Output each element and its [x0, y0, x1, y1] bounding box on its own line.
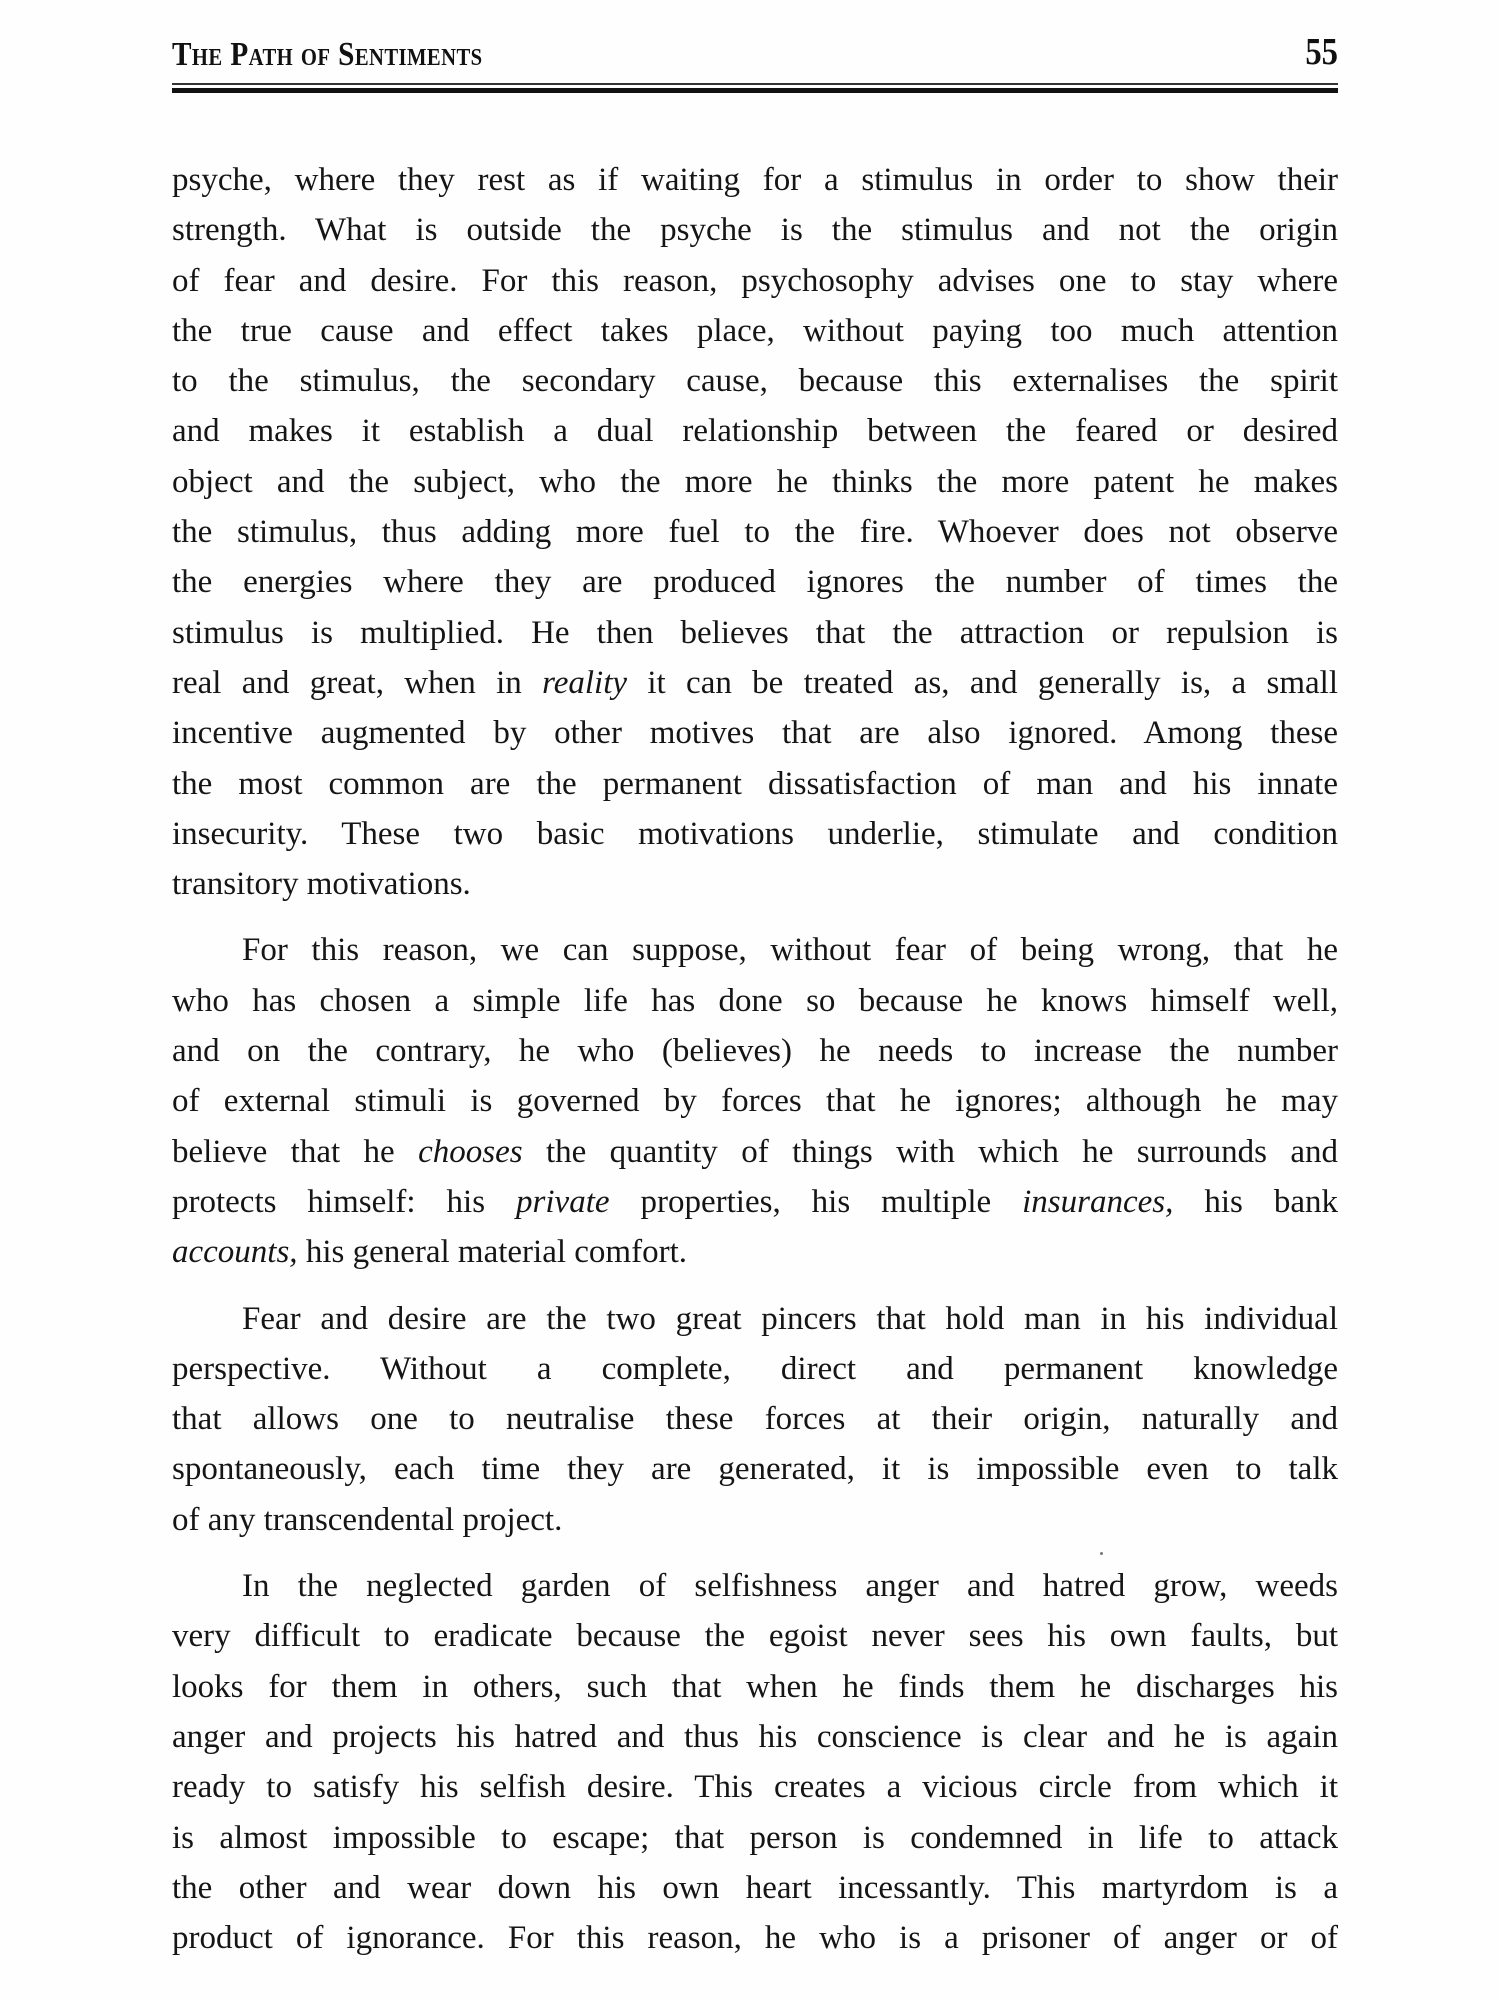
- text-run: the most common are the permanent dissatisfaction of man and his innate: [172, 765, 1338, 802]
- text-run: perspective. Without a complete, direct and permanent knowledge: [172, 1350, 1338, 1387]
- text-line: [172, 1913, 1338, 1963]
- text-run: transitory motivations.: [172, 866, 471, 903]
- italic-emphasis: reality: [542, 664, 628, 701]
- text-run: ready to satisfy his selfish desire. This creates a vicious circle from which it: [172, 1769, 1338, 1806]
- text-line: [172, 759, 1338, 809]
- text-line: [172, 809, 1338, 859]
- text-line: [172, 205, 1338, 255]
- text-run: believe that he: [172, 1133, 419, 1170]
- text-line: [172, 608, 1338, 658]
- text-line: [172, 1227, 1338, 1277]
- text-line: [172, 1076, 1338, 1126]
- text-line: [172, 859, 1338, 909]
- text-line: [172, 256, 1338, 306]
- text-line: [172, 1394, 1338, 1444]
- paragraph: [172, 1561, 1338, 1963]
- text-run: insecurity. These two basic motivations underlie, stimulate and condition: [172, 815, 1338, 852]
- header-rule-thick: [172, 88, 1338, 93]
- paragraph-gap: [172, 1545, 1338, 1561]
- text-line: [172, 457, 1338, 507]
- paragraph: [172, 1294, 1338, 1545]
- text-run: is almost impossible to escape; that person is condemned in life to attack: [172, 1819, 1338, 1856]
- text-run: For this reason, we can suppose, without fear of being wrong, that he: [242, 932, 1338, 969]
- text-line: [172, 1561, 1338, 1611]
- text-run: it can be treated as, and generally is, a small: [627, 664, 1338, 701]
- text-run: that allows one to neutralise these forces at their origin, naturally and: [172, 1401, 1338, 1438]
- text-line: [172, 1712, 1338, 1762]
- text-line: [172, 557, 1338, 607]
- italic-emphasis: insurances,: [1022, 1183, 1174, 1220]
- text-run: looks for them in others, such that when he finds them he discharges his: [172, 1668, 1338, 1705]
- text-run: the other and wear down his own heart incessantly. This martyrdom is a: [172, 1869, 1338, 1906]
- italic-emphasis: private: [516, 1183, 610, 1220]
- page-number: 55: [1305, 31, 1338, 73]
- text-line: [172, 1127, 1338, 1177]
- text-run: Fear and desire are the two great pincers that hold man in his individual: [242, 1300, 1338, 1337]
- text-line: [172, 1444, 1338, 1494]
- text-run: spontaneously, each time they are generated, it is impossible even to talk: [172, 1451, 1338, 1488]
- running-head: [172, 30, 1338, 74]
- text-run: properties, his multiple: [609, 1183, 1023, 1220]
- text-line: [172, 1611, 1338, 1661]
- text-run: stimulus is multiplied. He then believes that the attraction or repulsion is: [172, 614, 1338, 651]
- text-run: real and great, when in: [172, 664, 543, 701]
- text-line: [172, 976, 1338, 1026]
- text-run: the quantity of things with which he surrounds and: [522, 1133, 1338, 1170]
- header-rule-thin: [172, 83, 1338, 85]
- text-run: the energies where they are produced ignores the number of times the: [172, 564, 1338, 601]
- text-run: the stimulus, thus adding more fuel to the fire. Whoever does not observe: [172, 514, 1338, 551]
- text-line: [172, 1344, 1338, 1394]
- italic-emphasis: chooses: [418, 1133, 523, 1170]
- text-line: [172, 1762, 1338, 1812]
- scan-speck: [1100, 1552, 1103, 1555]
- text-line: [172, 925, 1338, 975]
- text-run: anger and projects his hatred and thus his conscience is clear and he is again: [172, 1718, 1338, 1755]
- text-run: of external stimuli is governed by forces that he ignores; although he may: [172, 1083, 1338, 1120]
- body-text: [172, 155, 1338, 1963]
- text-run: the true cause and effect takes place, without paying too much attention: [172, 312, 1338, 349]
- text-line: [172, 356, 1338, 406]
- italic-emphasis: accounts,: [172, 1234, 298, 1271]
- text-line: [172, 507, 1338, 557]
- text-line: [172, 1495, 1338, 1545]
- text-run: his general material comfort.: [297, 1234, 687, 1271]
- text-line: [172, 658, 1338, 708]
- text-line: [172, 1813, 1338, 1863]
- text-run: object and the subject, who the more he thinks the more patent he makes: [172, 463, 1338, 500]
- text-run: who has chosen a simple life has done so because he knows himself well,: [172, 982, 1338, 1019]
- text-run: of fear and desire. For this reason, psychosophy advises one to stay where: [172, 262, 1338, 299]
- text-line: [172, 306, 1338, 356]
- text-run: strength. What is outside the psyche is the stimulus and not the origin: [172, 212, 1338, 249]
- paragraph: [172, 925, 1338, 1277]
- text-run: and on the contrary, he who (believes) he needs to increase the number: [172, 1033, 1338, 1070]
- text-run: very difficult to eradicate because the egoist never sees his own faults, but: [172, 1618, 1338, 1655]
- text-line: [172, 1294, 1338, 1344]
- text-line: [172, 708, 1338, 758]
- text-line: [172, 1177, 1338, 1227]
- text-line: [172, 1863, 1338, 1913]
- text-run: product of ignorance. For this reason, he who is a prisoner of anger or of: [172, 1920, 1338, 1957]
- text-line: [172, 406, 1338, 456]
- text-line: [172, 1662, 1338, 1712]
- text-run: incentive augmented by other motives that are also ignored. Among these: [172, 715, 1338, 752]
- text-run: to the stimulus, the secondary cause, because this externalises the spirit: [172, 363, 1338, 400]
- text-run: of any transcendental project.: [172, 1501, 563, 1538]
- paragraph-gap: [172, 909, 1338, 925]
- text-run: psyche, where they rest as if waiting for a stimulus in order to show their: [172, 162, 1338, 198]
- text-line: [172, 155, 1338, 205]
- running-head-title: The Path of Sentiments: [172, 36, 483, 73]
- text-line: [172, 1026, 1338, 1076]
- text-run: In the neglected garden of selfishness anger and hatred grow, weeds: [242, 1568, 1338, 1605]
- text-run: and makes it establish a dual relationship between the feared or desired: [172, 413, 1338, 450]
- paragraph: [172, 155, 1338, 909]
- text-run: his bank: [1173, 1183, 1338, 1220]
- text-run: protects himself: his: [172, 1183, 517, 1220]
- paragraph-gap: [172, 1278, 1338, 1294]
